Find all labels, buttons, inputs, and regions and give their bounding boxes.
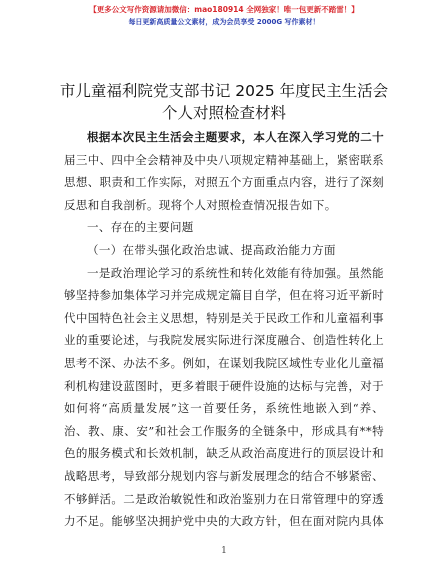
document-body bbox=[64, 126, 384, 533]
subsection-heading-1: （一）在带头强化政治忠诚、提高政治能力方面 bbox=[87, 242, 336, 257]
title-line2: 个人对照检查材料 bbox=[161, 104, 286, 122]
intro-paragraph bbox=[64, 126, 384, 216]
promo-banner-line1: 【更多公文写作资源请加微信：mao180914 全网独家！唯一包更新不踏雷！】 bbox=[89, 5, 359, 14]
section-heading-1: 一、存在的主要问题 bbox=[87, 220, 194, 235]
intro-rest: 届三中、四中全会精神及中央八项规定精神基础上，紧密联系思想、职责和工作实际，对照五个方面重点内容，进行了深刻反思和自我剖析。现将个人对照检查情况报告如下。 bbox=[64, 152, 384, 212]
page-number: 1 bbox=[221, 546, 227, 556]
document-title bbox=[0, 80, 448, 124]
intro-bold-1: 根据本次民主生活会主题要求， bbox=[87, 130, 254, 144]
title-line1: 市儿童福利院党支部书记 2025 年度民主生活会 bbox=[59, 82, 389, 100]
intro-bold-2: 本人在深入学习党的二十 bbox=[253, 130, 384, 144]
promo-banner-line2: 每日更新高质量公文素材，成为会员享受 2000G 写作素材！ bbox=[128, 18, 320, 26]
body-paragraph-1: 一是政治理论学习的系统性和转化效能有待加强。虽然能够坚持参加集体学习并完成规定篇目自学，但在将习近平新时代中国特色社会主义思想，特别是关于民政工作和儿童福利事业的重要论述，与我院发展实际进行深度融合、创造性转化上思考不深、办法不多。例如，在谋划我院区域性专业化儿童福利机构建设蓝图时，更多着眼于硬件设施的达标与完善，对于如何将“高质量发展”这一首要任务，系统性地嵌入到“养、治、教、康、安”和社会工作服务的全链条中，形成具有**特色的服务模式和长效机制，缺乏从政治高度进行的顶层设计和战略思考，导致部分规划内容与新发展理念的结合不够紧密、不够鲜活。二是政治敏锐性和政治鉴别力在日常管理中的穿透力不足。能够坚决拥护党中央的大政方针，但在面对院内具体 bbox=[64, 265, 384, 529]
promo-banner bbox=[0, 4, 448, 28]
